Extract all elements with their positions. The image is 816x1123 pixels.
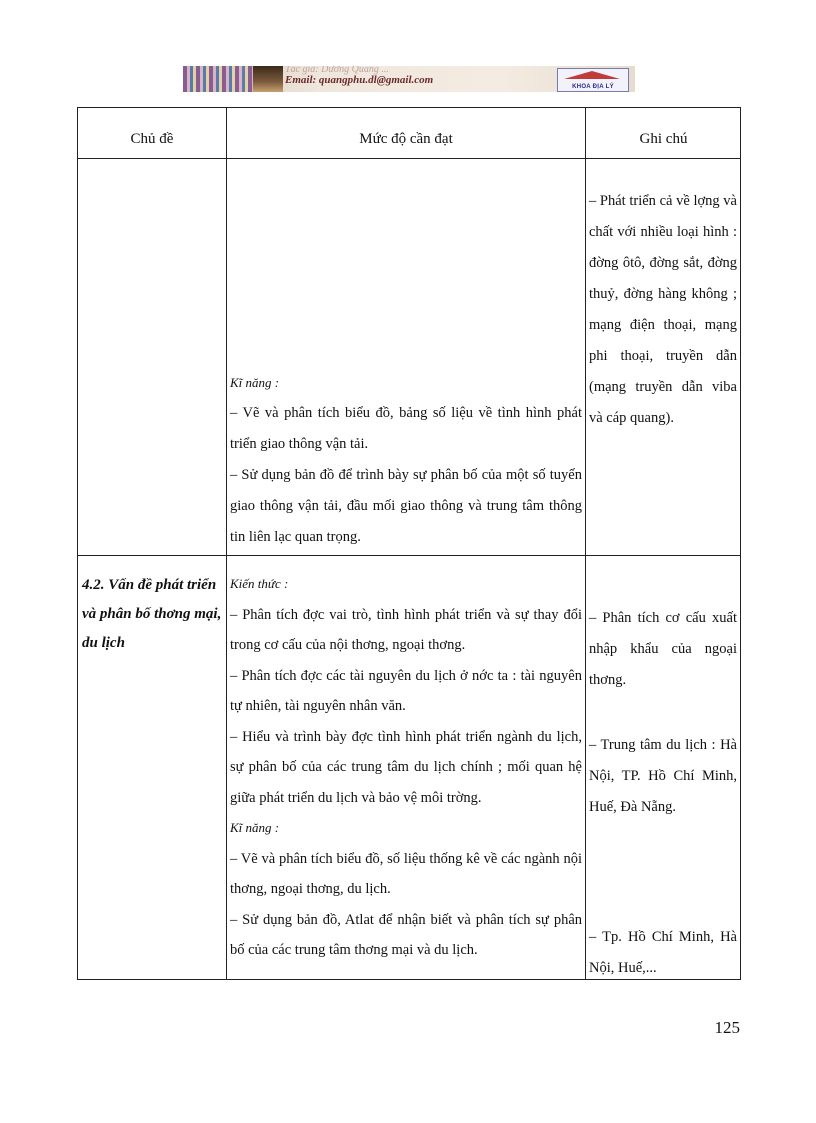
- header-row-divider: [78, 158, 740, 159]
- row2-knowledge-label: Kiến thức :: [230, 576, 289, 591]
- column-divider-2: [585, 108, 586, 979]
- column-divider-1: [226, 108, 227, 979]
- row1-note: – Phát triển cả về lợng và chất với nhiều loại hình : đờng ôtô, đờng sắt, đờng thuỷ, đờng hàng không ; mạng điện thoại, mạng phi thoại, truyền dẫn (mạng truyền dẫn viba và cáp quang).: [589, 193, 737, 426]
- banner-portrait: [253, 66, 283, 92]
- column-header-topic: Chủ đề: [130, 131, 174, 147]
- row1-skills: [230, 367, 582, 553]
- row2-skill-item: – Vẽ và phân tích biểu đồ, số liệu thống kê về các ngành nội thơng, ngoại thơng, du lịch.: [230, 850, 582, 897]
- department-logo: [557, 68, 629, 92]
- row2-note-trade: – Phân tích cơ cấu xuất nhập khẩu của ngoại thơng.: [589, 610, 737, 688]
- row2-knowledge-item: – Hiểu và trình bày đợc tình hình phát triển ngành du lịch, sự phân bố của các trung tâm du lịch chính ; mối quan hệ giữa phát triển du lịch và bảo vệ môi trờng.: [230, 728, 582, 806]
- row2-knowledge-item: – Phân tích đợc vai trò, tình hình phát triển và sự thay đổi trong cơ cấu của nội thơng, ngoại thơng.: [230, 606, 582, 653]
- row1-skill-label: Kĩ năng :: [230, 375, 280, 390]
- row2-topic: 4.2. Vấn đề phát triển và phân bố thơng mại, du lịch: [82, 577, 222, 651]
- row2-knowledge-item: – Phân tích đợc các tài nguyên du lịch ở nớc ta : tài nguyên tự nhiên, tài nguyên nhân văn.: [230, 667, 582, 714]
- logo-roof-icon: [564, 71, 620, 79]
- column-header-notes: Ghi chú: [639, 131, 688, 147]
- curriculum-table: [77, 107, 741, 980]
- row2-requirements: [230, 569, 582, 966]
- header-banner: [183, 66, 635, 92]
- row2-note-centers: – Tp. Hồ Chí Minh, Hà Nội, Huế,...: [589, 929, 737, 976]
- banner-email: Email: quangphu.dl@gmail.com: [285, 74, 434, 86]
- column-header-level: Mức độ cần đạt: [359, 131, 453, 147]
- logo-text: KHOA ĐỊA LÝ: [572, 84, 614, 90]
- row1-skill-item: – Sử dụng bản đồ để trình bày sự phân bố của một số tuyến giao thông vận tải, đầu mối giao thông và trung tâm thông tin liên lạc quan trọng.: [230, 467, 582, 545]
- row2-skill-item: – Sử dụng bản đồ, Atlat để nhận biết và phân tích sự phân bố của các trung tâm thơng mại và du lịch.: [230, 911, 582, 958]
- row-divider: [78, 555, 740, 556]
- row2-skill-label: Kĩ năng :: [230, 820, 280, 835]
- banner-author-line: Tác giả: Dương Quang ...: [285, 66, 389, 75]
- page-number: 125: [714, 1018, 740, 1037]
- row2-note-tourism: – Trung tâm du lịch : Hà Nội, TP. Hồ Chí Minh, Huế, Đà Nẵng.: [589, 737, 737, 815]
- row1-skill-item: – Vẽ và phân tích biểu đồ, bảng số liệu về tình hình phát triển giao thông vận tải.: [230, 405, 582, 452]
